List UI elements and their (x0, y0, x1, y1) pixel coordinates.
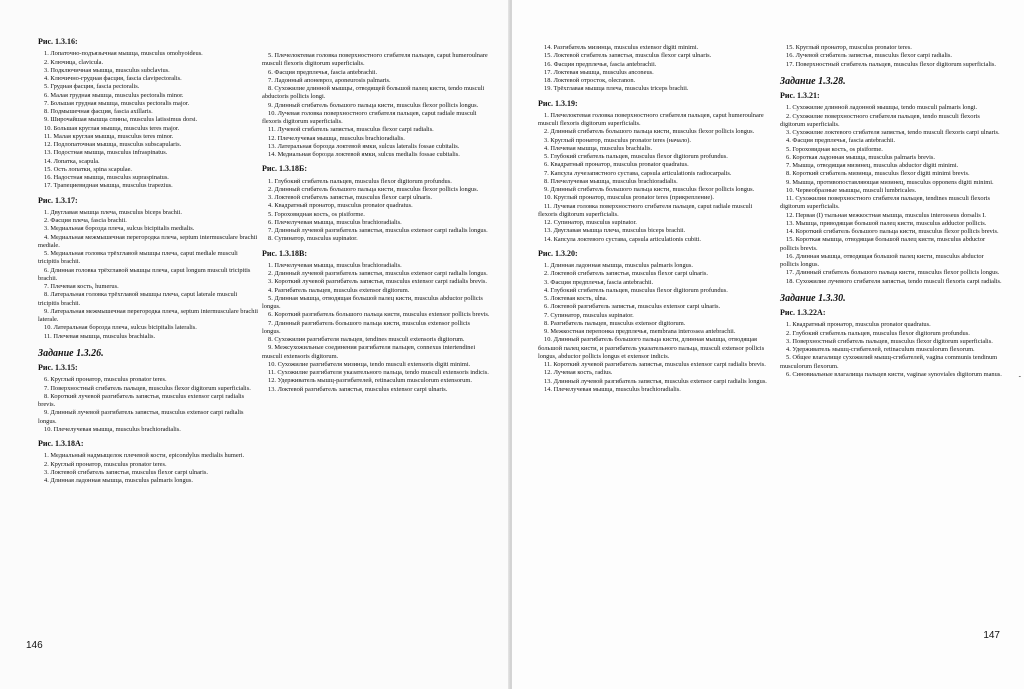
legend-item: 9. Межсухожильные соединения разгибателя пальцев, connexus intertendinei musculi extensoris digitorum. (262, 344, 476, 360)
legend-item: 7. Большая грудная мышца, musculus pectoralis major. (44, 99, 190, 107)
legend-list (262, 262, 490, 394)
legend-item: 3. Локтевой сгибатель запястья, musculus flexor carpi ulnaris. (44, 468, 208, 476)
right-page (512, 0, 1024, 689)
legend-item: 6. Малая грудная мышца, musculus pectoralis minor. (44, 91, 184, 99)
legend-item: 11. Малая круглая мышца, musculus teres minor. (44, 132, 174, 140)
left-page (0, 0, 510, 689)
legend-item: 3. Медиальная борозда плеча, sulcus bicipitalis medialis. (44, 225, 195, 233)
legend-item: 4. Ключично-грудная фасция, fascia clavipectoralis. (44, 75, 182, 82)
page-number-right: 147 (983, 630, 1000, 641)
legend-item: 2. Фасция плеча, fascia brachii. (44, 217, 127, 224)
right-column-1 (538, 44, 768, 394)
legend-item: 14. Плечелучевая мышца, musculus brachioradialis. (544, 385, 681, 393)
legend-item: 5. Локтевая кость, ulna. (544, 295, 608, 302)
legend-item: 10. Круглый пронатор, musculus pronator teres (прикрепление). (544, 194, 714, 202)
legend-item: 5. Длинная мышца, отводящая большой палец кисти, musculus abductor pollicis longus. (262, 294, 483, 310)
legend-item: 1. Длинная ладонная мышца, musculus palmaris longus. (544, 262, 693, 269)
legend-item: 7. Длинный разгибатель большого пальца кисти, musculus extensor pollicis longus. (262, 319, 471, 335)
legend-item: 3. Сухожилие локтевого сгибателя запястья, tendo musculi flexoris carpi ulnaris. (786, 129, 1000, 136)
right-column-2 (780, 44, 1004, 379)
legend-item: 6. Синовиальные влагалища пальцев кисти, vaginae synoviales digitorum manus. (786, 370, 1002, 378)
legend-item: 8. Короткий сгибатель мизинца, musculus flexor digiti minimi brevis. (786, 170, 970, 178)
legend-item: 12. Супинатор, musculus supinator. (544, 219, 637, 226)
legend-item: 6. Фасция предплечья, fascia antebrachii. (268, 68, 378, 76)
legend-list (38, 376, 258, 434)
legend-item: 2. Локтевой сгибатель запястья, musculus flexor carpi ulnaris. (544, 270, 708, 278)
legend-item: 6. Плечелучевая мышца, musculus brachioradialis. (268, 218, 402, 226)
legend-item: 12. Удерживатель мышц-разгибателей, retinaculum musculorum extensorum. (268, 377, 472, 385)
legend-item: 9. Мышца, противопоставляющая мизинец, musculus opponens digiti minimi. (786, 178, 994, 186)
legend-item: 2. Длинный сгибатель большого пальца кисти, musculus flexor pollicis longus. (544, 128, 755, 136)
legend-item: 8. Сухожилия разгибателя пальцев, tendines musculi extensoris digitorum. (268, 336, 465, 343)
legend-item: 8. Плечелучевая мышца, musculus brachioradialis. (544, 177, 678, 185)
legend-item: 2. Круглый пронатор, musculus pronator teres. (44, 460, 167, 468)
figure-heading: Рис. 1.3.18Б: (262, 164, 307, 174)
figure-heading: Рис. 1.3.17: (38, 195, 78, 205)
legend-item: 5. Глубокий сгибатель пальцев, musculus flexor digitorum profundus. (544, 153, 728, 160)
legend-item: 11. Лучевая головка поверхностного сгибателя пальцев, caput radiale musculi flexoris digitorum superficialis. (538, 202, 753, 218)
legend-item: 1. Двуглавая мышца плеча, musculus biceps brachii. (44, 208, 183, 216)
legend-item: 8. Разгибатель пальцев, musculus extensor digitorum. (544, 319, 686, 327)
legend-item: 7. Супинатор, musculus supinator. (544, 311, 634, 319)
legend-list (780, 104, 1004, 286)
legend-item: 4. Фасция предплечья, fascia antebrachii. (786, 137, 896, 145)
legend-list (538, 262, 768, 394)
legend-item: 5. Гороховидная кость, os pisiforme. (786, 145, 883, 153)
legend-item: 13. Длинный лучевой разгибатель запястья, musculus extensor carpi radialis longus. (544, 377, 767, 385)
figure-heading: Рис. 1.3.15: (38, 363, 78, 372)
legend-item: 7. Поверхностный сгибатель пальцев, musculus flexor digitorum superficialis. (44, 384, 251, 392)
legend-item: 19. Трёхглавая мышца плеча, musculus triceps brachii. (544, 85, 689, 93)
figure-heading: Рис. 1.3.19: (538, 98, 578, 108)
left-column-2 (262, 52, 490, 394)
legend-item: 16. Лучевой сгибатель запястья, musculus flexor carpi radialis. (786, 52, 953, 60)
legend-item: 2. Длинный лучевой разгибатель запястья, musculus extensor carpi radialis longus. (268, 270, 488, 277)
legend-list (38, 50, 258, 190)
legend-item: 17. Локтевая мышца, musculus anconeus. (544, 68, 654, 76)
legend-item: 6. Короткая ладонная мышца, musculus palmaris brevis. (786, 153, 935, 161)
legend-item: 9. Длинный сгибатель большого пальца кисти, musculus flexor pollicis longus. (544, 186, 755, 193)
legend-item: 13. Мышца, приводящая большой палец кисти, musculus adductor pollicis. (786, 219, 987, 227)
legend-item: 8. Подмышечная фасция, fascia axillaris. (44, 108, 153, 115)
legend-item: 1. Сухожилие длинной ладонной мышцы, tendo musculi palmaris longi. (786, 104, 978, 112)
legend-item: 7. Длинный лучевой разгибатель запястья, musculus extensor carpi radialis longus. (268, 227, 488, 234)
legend-item: 16. Надостная мышца, musculus supraspinatus. (44, 174, 169, 181)
legend-item: 12. Плечелучевая мышца, musculus brachioradialis. (268, 134, 405, 142)
legend-item: 17. Поверхностный сгибатель пальцев, musculus flexor digitorum superficialis. (786, 60, 996, 68)
legend-item: 16. Фасция предплечья, fascia antebrachii. (544, 60, 657, 68)
legend-item: 14. Короткий сгибатель большого пальца кисти, musculus flexor pollicis brevis. (786, 228, 999, 235)
figure-heading: Рис. 1.3.18В: (262, 248, 308, 258)
legend-item: 10. Лучевая головка поверхностного сгибателя пальцев, caput radiale musculi flexoris digitorum superficialis. (262, 109, 477, 125)
legend-item: 12. Первая (I) тыльная межкостная мышца, musculus interosseus dorsalis I. (786, 211, 987, 219)
legend-item: 9. Длинный лучевой разгибатель запястья, musculus extensor carpi radialis longus. (38, 409, 244, 425)
legend-item: 6. Длинная головка трёхглавой мышцы плеча, caput longum musculi tricipitis brachii. (38, 266, 251, 282)
legend-item: 15. Локтевой сгибатель запястья, musculus flexor carpi ulnaris. (544, 52, 712, 60)
legend-item: 10. Червеобразные мышцы, musculi lumbricales. (786, 186, 917, 194)
legend-item: 13. Латеральная борозда локтевой ямки, sulcus lateralis fossae cubitalis. (268, 142, 460, 150)
legend-item: 9. Латеральная межмышечная перегородка плеча, septum intermusculare brachii laterale. (38, 307, 258, 323)
legend-item: 3. Поверхностный сгибатель пальцев, musculus flexor digitorum superficialis. (786, 337, 993, 345)
legend-item: 5. Плечелоктевая головка поверхностного сгибателя пальцев, caput humeroulnare musculi flexoris digitorum superficialis. (262, 52, 488, 68)
legend-item: 4. Медиальная межмышечная перегородка плеча, septum intermusculare brachii mediale. (38, 233, 258, 249)
legend-item: 4. Плечевая мышца, musculus brachialis. (544, 144, 653, 152)
legend-item: 5. Общее влагалище сухожилий мышц-сгибателей, vagina communis tendinum musculorum flexorum. (780, 354, 998, 370)
legend-item: 6. Круглый пронатор, musculus pronator teres. (44, 376, 167, 384)
edge-mark: - (1018, 372, 1021, 380)
legend-item: 5. Медиальная головка трёхглавой мышцы плеча, caput mediale musculi tricipitis brachii. (38, 250, 238, 266)
legend-item: 12. Лучевая кость, radius. (544, 369, 613, 377)
legend-item: 2. Глубокий сгибатель пальцев, musculus flexor digitorum profundus. (786, 329, 970, 337)
legend-item: 10. Латеральная борозда плеча, sulcus bicipitalis lateralis. (44, 324, 197, 332)
figure-heading: Рис. 1.3.22А: (780, 308, 826, 317)
legend-item: 1. Плечелучевая мышца, musculus brachioradialis. (268, 261, 402, 269)
legend-item: 2. Сухожилие поверхностного сгибателя пальцев, tendo musculi flexoris digitorum superficialis. (780, 112, 980, 128)
legend-item: 6. Квадратный пронатор, musculus pronator quadratus. (544, 161, 689, 169)
page-number-left: 146 (26, 640, 43, 651)
legend-item: 11. Лучевой сгибатель запястья, musculus flexor carpi radialis. (268, 126, 434, 134)
legend-item: 9. Межкостная перепонка предплечья, membrana interossea antebrachii. (544, 328, 736, 335)
legend-item: 3. Круглый пронатор, musculus pronator teres (начало). (544, 136, 691, 144)
legend-item: 8. Сухожилие длинной мышцы, отводящей большой палец кисти, tendo musculi abductoris pollicis longi. (262, 85, 485, 101)
legend-item: 7. Ладонный апоневроз, aponeurosis palmaris. (268, 76, 391, 84)
legend-item: 11. Плечевая мышца, musculus brachialis. (44, 332, 156, 340)
figure-heading: Рис. 1.3.20: (538, 248, 578, 258)
legend-list (38, 209, 258, 341)
legend-item: 14. Лопатка, scapula. (44, 157, 100, 165)
legend-item: 3. Локтевой сгибатель запястья, musculus flexor carpi ulnaris. (268, 194, 432, 201)
legend-item: 7. Мышца, отводящая мизинец, musculus abductor digiti minimi. (786, 162, 959, 169)
legend-item: 11. Короткий лучевой разгибатель запястья, musculus extensor carpi radialis brevis. (544, 361, 766, 368)
legend-item: 9. Длинный сгибатель большого пальца кисти, musculus flexor pollicis longus. (268, 101, 479, 109)
legend-item: 5. Гороховидная кость, os pisiforme. (268, 210, 365, 218)
legend-item: 3. Подключичная мышца, musculus subclavius. (44, 66, 170, 74)
legend-item: 6. Локтевой разгибатель запястья, musculus extensor carpi ulnaris. (544, 303, 721, 311)
legend-item: 7. Капсула лучезапястного сустава, capsula articulationis radiocarpalis. (544, 169, 732, 177)
legend-item: 4. Удерживатель мышц-сгибателей, retinaculum musculorum flexorum. (786, 346, 975, 353)
legend-list (538, 112, 768, 244)
legend-item: 16. Длинная мышца, отводящая большой палец кисти, musculus abductor pollicis longus. (780, 252, 984, 268)
legend-item: 11. Сухожилие разгибателя указательного пальца, tendo musculi extensoris indicis. (268, 369, 489, 376)
legend-item: 14. Капсула локтевого сустава, capsula articulationis cubiti. (544, 235, 702, 243)
legend-item: 4. Разгибатель пальцев, musculus extensor digitorum. (268, 286, 410, 294)
legend-item: 4. Квадратный пронатор, musculus pronator quadratus. (268, 202, 413, 210)
legend-item: 10. Большая круглая мышца, musculus teres major. (44, 124, 180, 132)
legend-item: 15. Короткая мышца, отводящая большой палец кисти, musculus abductor pollicis brevis. (780, 236, 986, 252)
legend-item: 1. Квадратный пронатор, musculus pronator quadratus. (786, 321, 931, 329)
legend-item: 10. Длинный разгибатель большого пальца кисти, длинная мышца, отводящая большой палец кисти, и разгибатель указательного пальца, musculi extensor pollicis longus, abductor pollicis longus et extensor indicis. (538, 336, 765, 360)
legend-item: 1. Глубокий сгибатель пальцев, musculus flexor digitorum profundus. (268, 177, 452, 185)
task-heading: Задание 1.3.30. (780, 292, 846, 304)
legend-item: 4. Глубокий сгибатель пальцев, musculus flexor digitorum profundus. (544, 286, 728, 294)
figure-heading: Рис. 1.3.18А: (38, 439, 84, 448)
legend-item: 10. Плечелучевая мышца, musculus brachioradialis. (44, 425, 181, 433)
legend-item: 13. Локтевой разгибатель запястья, musculus extensor carpi ulnaris. (268, 385, 448, 393)
legend-item: 13. Двуглавая мышца плеча, musculus biceps brachii. (544, 227, 686, 235)
legend-list (780, 321, 1004, 379)
legend-item: 1. Плечелоктевая головка поверхностного сгибателя пальцев, caput humeroulnare musculi flexoris digitorum superficialis. (538, 111, 764, 127)
legend-item: 13. Подостная мышца, musculus infraspinatus. (44, 149, 168, 157)
legend-item: 1. Лопаточно-подъязычная мышца, musculus omohyoideus. (44, 50, 203, 58)
legend-item: 3. Фасция предплечья, fascia antebrachii. (544, 278, 654, 286)
legend-item: 10. Сухожилие разгибателя мизинца, tendo musculi extensoris digiti minimi. (268, 360, 471, 368)
legend-item: 18. Сухожилие лучевого сгибателя запястья, tendo musculi flexoris carpi radialis. (786, 277, 1002, 285)
legend-item: 9. Широчайшая мышца спины, musculus latissimus dorsi. (44, 116, 198, 124)
legend-item: 3. Короткий лучевой разгибатель запястья, musculus extensor carpi radialis brevis. (268, 278, 487, 286)
legend-list (262, 178, 490, 244)
legend-list (780, 44, 1004, 69)
legend-item: 6. Короткий разгибатель большого пальца кисти, musculus extensor pollicis brevis. (268, 311, 490, 319)
legend-item: 2. Длинный сгибатель большого пальца кисти, musculus flexor pollicis longus. (268, 185, 479, 193)
legend-item: 2. Ключица, clavicula. (44, 58, 104, 66)
legend-item: 15. Ость лопатки, spina scapulae. (44, 165, 133, 173)
legend-item: 8. Латеральная головка трёхглавой мышцы плеча, caput laterale musculi tricipitis brachii. (38, 291, 238, 307)
legend-item: 4. Длинная ладонная мышца, musculus palmaris longus. (44, 477, 193, 484)
legend-item: 14. Медиальная борозда локтевой ямки, sulcus medialis fossae cubitalis. (268, 151, 460, 158)
legend-item: 8. Супинатор, musculus supinator. (268, 235, 358, 243)
legend-list (262, 52, 490, 159)
legend-item: 5. Грудная фасция, fascia pectoralis. (44, 83, 140, 91)
legend-item: 7. Плечевая кость, humerus. (44, 283, 119, 290)
legend-item: 1. Медиальный надмыщелок плечевой кости, epicondylus medialis humeri. (44, 452, 245, 460)
legend-item: 8. Короткий лучевой разгибатель запястья, musculus extensor carpi radialis brevis. (38, 392, 245, 408)
legend-item: 14. Разгибатель мизинца, musculus extensor digiti minimi. (544, 44, 699, 51)
legend-item: 18. Локтевой отросток, olecranon. (544, 77, 636, 84)
left-column-1 (38, 38, 258, 485)
legend-list (38, 452, 258, 485)
task-heading: Задание 1.3.28. (780, 75, 846, 87)
legend-item: 15. Круглый пронатор, musculus pronator teres. (786, 44, 912, 51)
figure-heading: Рис. 1.3.16: (38, 37, 78, 46)
legend-item: 17. Длинный сгибатель большого пальца кисти, musculus flexor pollicis longus. (786, 269, 1000, 277)
task-heading: Задание 1.3.26. (38, 347, 104, 359)
figure-heading: Рис. 1.3.21: (780, 91, 820, 100)
legend-list (538, 44, 768, 94)
legend-item: 12. Подлопаточная мышца, musculus subscapularis. (44, 141, 182, 148)
legend-item: 11. Сухожилия поверхностного сгибателя пальцев, tendines musculi flexoris digitorum superficialis. (780, 195, 991, 211)
legend-item: 17. Трапециевидная мышца, musculus trapezius. (44, 182, 173, 190)
